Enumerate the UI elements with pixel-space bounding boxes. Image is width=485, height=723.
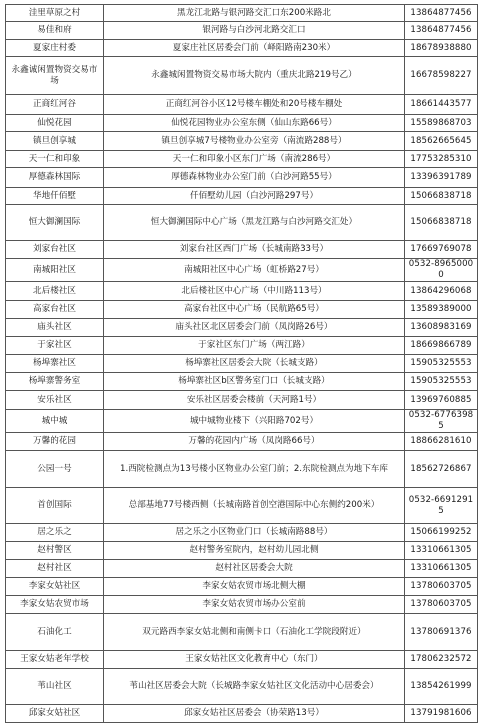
table-row xyxy=(6,95,478,115)
site-phone-cell: 13864877456 xyxy=(405,5,478,22)
site-name-cell: 王家女姑老年学校 xyxy=(6,651,104,669)
site-phone-cell: 18678938880 xyxy=(405,40,478,57)
site-name-cell: 华地仟佰墅 xyxy=(6,188,104,205)
site-address-cell: 李家女姑农贸市场办公室前 xyxy=(104,596,405,614)
table-row xyxy=(6,355,478,373)
site-address-cell: 仟佰墅幼儿园（白沙河路297号） xyxy=(104,188,405,205)
table-row xyxy=(6,259,478,282)
site-phone-cell: 13780603705 xyxy=(405,578,478,596)
site-name-cell: 北后楼社区 xyxy=(6,282,104,301)
table-row xyxy=(6,373,478,391)
site-phone-cell: 15905325553 xyxy=(405,373,478,391)
site-name-cell: 刘家台社区 xyxy=(6,241,104,259)
site-name-cell: 苇山社区 xyxy=(6,669,104,705)
site-phone-cell: 15066838718 xyxy=(405,205,478,241)
table-row xyxy=(6,669,478,705)
table-row xyxy=(6,40,478,57)
site-address-cell: 北后楼社区中心广场（中川路113号） xyxy=(104,282,405,301)
site-phone-cell: 17753285310 xyxy=(405,151,478,168)
site-phone-cell: 17669769078 xyxy=(405,241,478,259)
site-phone-cell: 16678598227 xyxy=(405,57,478,95)
site-phone-cell: 0532-89650000 xyxy=(405,259,478,282)
site-phone-cell: 13589389000 xyxy=(405,301,478,319)
site-name-cell: 赵村警区 xyxy=(6,542,104,560)
site-phone-cell: 15589868703 xyxy=(405,115,478,132)
table-row xyxy=(6,241,478,259)
site-phone-cell: 18562665645 xyxy=(405,132,478,151)
site-address-cell: 恒大御澜国际中心广场（黑龙江路与白沙河路交汇处） xyxy=(104,205,405,241)
table-row xyxy=(6,705,478,723)
site-phone-cell: 13864877456 xyxy=(405,22,478,40)
site-name-cell: 万馨的花园 xyxy=(6,433,104,451)
table-row xyxy=(6,205,478,241)
site-name-cell: 居之乐之 xyxy=(6,524,104,542)
site-address-cell: 安乐社区居委会楼前（天河路1号） xyxy=(104,391,405,410)
table-row xyxy=(6,524,478,542)
table-row xyxy=(6,578,478,596)
site-phone-cell: 13780603705 xyxy=(405,596,478,614)
site-name-cell: 厚德森林国际 xyxy=(6,168,104,188)
site-phone-cell: 13396391789 xyxy=(405,168,478,188)
site-name-cell: 赵村社区 xyxy=(6,560,104,578)
site-name-cell: 高家台社区 xyxy=(6,301,104,319)
site-address-cell: 永鑫城闲置物资交易市场大院内（重庆北路219号乙） xyxy=(104,57,405,95)
table-row xyxy=(6,57,478,95)
table-row xyxy=(6,319,478,337)
site-address-cell: 李家女姑农贸市场北侧大棚 xyxy=(104,578,405,596)
site-name-cell: 庙头社区 xyxy=(6,319,104,337)
table-row xyxy=(6,560,478,578)
site-name-cell: 易佳和府 xyxy=(6,22,104,40)
table-row xyxy=(6,651,478,669)
site-name-cell: 李家女姑社区 xyxy=(6,578,104,596)
site-phone-cell: 0532-67763985 xyxy=(405,410,478,433)
site-name-cell: 永鑫诚闲置物资交易市场 xyxy=(6,57,104,95)
site-address-cell: 黑龙江北路与银河路交汇口东200米路北 xyxy=(104,5,405,22)
site-address-cell: 镇旦创享城7号楼物业办公室旁（南流路288号） xyxy=(104,132,405,151)
table-row xyxy=(6,542,478,560)
site-name-cell: 杨埠寨社区 xyxy=(6,355,104,373)
site-address-cell: 赵村社区居委会大院 xyxy=(104,560,405,578)
site-address-cell: 夏家庄社区居委会门前（峄阳路南230米） xyxy=(104,40,405,57)
site-name-cell: 石油化工 xyxy=(6,614,104,651)
site-phone-cell: 13310661305 xyxy=(405,542,478,560)
site-phone-cell: 13310661305 xyxy=(405,560,478,578)
table-row xyxy=(6,410,478,433)
site-phone-cell: 18669866789 xyxy=(405,337,478,355)
table-row xyxy=(6,282,478,301)
table-row xyxy=(6,451,478,488)
site-name-cell: 城中城 xyxy=(6,410,104,433)
site-address-cell: 1.西院检测点为13号楼小区物业办公室门前；2.东院检测点为地下车库 xyxy=(104,451,405,488)
site-phone-cell: 13969760885 xyxy=(405,391,478,410)
testing-sites-table xyxy=(5,4,478,723)
table-row xyxy=(6,596,478,614)
site-name-cell: 安乐社区 xyxy=(6,391,104,410)
table-row xyxy=(6,614,478,651)
site-address-cell: 邱家女姑社区居委会（协荣路13号） xyxy=(104,705,405,723)
site-phone-cell: 17806232572 xyxy=(405,651,478,669)
table-row xyxy=(6,115,478,132)
site-name-cell: 李家女姑农贸市场 xyxy=(6,596,104,614)
site-phone-cell: 18661443577 xyxy=(405,95,478,115)
site-phone-cell: 15066199252 xyxy=(405,524,478,542)
site-address-cell: 高家台社区中心广场（民航路65号） xyxy=(104,301,405,319)
site-address-cell: 正商红河谷小区12号楼车棚处和20号楼车棚处 xyxy=(104,95,405,115)
site-address-cell: 城中城物业楼下（兴阳路702号） xyxy=(104,410,405,433)
site-address-cell: 双元路西李家女姑北侧和南侧卡口（石油化工学院段附近） xyxy=(104,614,405,651)
site-address-cell: 总部基地77号楼西侧（长城南路首创空港国际中心东侧约200米） xyxy=(104,488,405,524)
site-address-cell: 王家女姑社区文化教育中心（东门） xyxy=(104,651,405,669)
site-name-cell: 杨埠寨警务室 xyxy=(6,373,104,391)
site-phone-cell: 18866281610 xyxy=(405,433,478,451)
table-row xyxy=(6,5,478,22)
site-name-cell: 夏家庄村委 xyxy=(6,40,104,57)
site-address-cell: 厚德森林物业办公室门前（白沙河路55号） xyxy=(104,168,405,188)
site-address-cell: 庙头社区北区居委会门前（凤岗路26号） xyxy=(104,319,405,337)
site-name-cell: 公园一号 xyxy=(6,451,104,488)
site-address-cell: 居之乐之小区物业门口（长城南路88号） xyxy=(104,524,405,542)
site-phone-cell: 18562726867 xyxy=(405,451,478,488)
site-address-cell: 赵村警务室院内，赵村幼儿园北侧 xyxy=(104,542,405,560)
site-name-cell: 邱家女姑社区 xyxy=(6,705,104,723)
table-row xyxy=(6,337,478,355)
site-name-cell: 天一仁和印象 xyxy=(6,151,104,168)
site-name-cell: 于家社区 xyxy=(6,337,104,355)
site-address-cell: 杨埠寨社区居委会大院（长城支路） xyxy=(104,355,405,373)
table-row xyxy=(6,22,478,40)
site-phone-cell: 15905325553 xyxy=(405,355,478,373)
site-name-cell: 恒大御澜国际 xyxy=(6,205,104,241)
site-phone-cell: 15066838718 xyxy=(405,188,478,205)
table-row xyxy=(6,488,478,524)
site-address-cell: 万馨的花园内广场（凤岗路66号） xyxy=(104,433,405,451)
site-name-cell: 南城阳社区 xyxy=(6,259,104,282)
table-row xyxy=(6,433,478,451)
table-row xyxy=(6,168,478,188)
site-address-cell: 银河路与白沙河北路交汇口 xyxy=(104,22,405,40)
site-address-cell: 杨埠寨社区b区警务室门口（长城支路） xyxy=(104,373,405,391)
site-address-cell: 天一仁和印象小区东门广场（南流286号） xyxy=(104,151,405,168)
site-phone-cell: 13608983169 xyxy=(405,319,478,337)
table-row xyxy=(6,301,478,319)
site-name-cell: 首创国际 xyxy=(6,488,104,524)
site-name-cell: 洼里草原之村 xyxy=(6,5,104,22)
site-address-cell: 苇山社区居委会大院（长城路李家女姑社区文化活动中心居委会） xyxy=(104,669,405,705)
table-body xyxy=(6,5,478,723)
table-row xyxy=(6,391,478,410)
table-row xyxy=(6,132,478,151)
site-address-cell: 刘家台社区西门广场（长城南路33号） xyxy=(104,241,405,259)
site-phone-cell: 13864296068 xyxy=(405,282,478,301)
site-address-cell: 仙悦花园物业办公室东侧（仙山东路66号） xyxy=(104,115,405,132)
site-name-cell: 正商红河谷 xyxy=(6,95,104,115)
table-row xyxy=(6,188,478,205)
site-address-cell: 于家社区东门广场（两江路） xyxy=(104,337,405,355)
site-phone-cell: 13791981606 xyxy=(405,705,478,723)
site-name-cell: 仙悦花园 xyxy=(6,115,104,132)
site-phone-cell: 13854261999 xyxy=(405,669,478,705)
site-phone-cell: 13780691376 xyxy=(405,614,478,651)
site-name-cell: 镇旦创享城 xyxy=(6,132,104,151)
testing-sites-table-container xyxy=(5,4,477,723)
table-row xyxy=(6,151,478,168)
site-phone-cell: 0532-66912915 xyxy=(405,488,478,524)
site-address-cell: 南城阳社区中心广场（虹桥路27号） xyxy=(104,259,405,282)
